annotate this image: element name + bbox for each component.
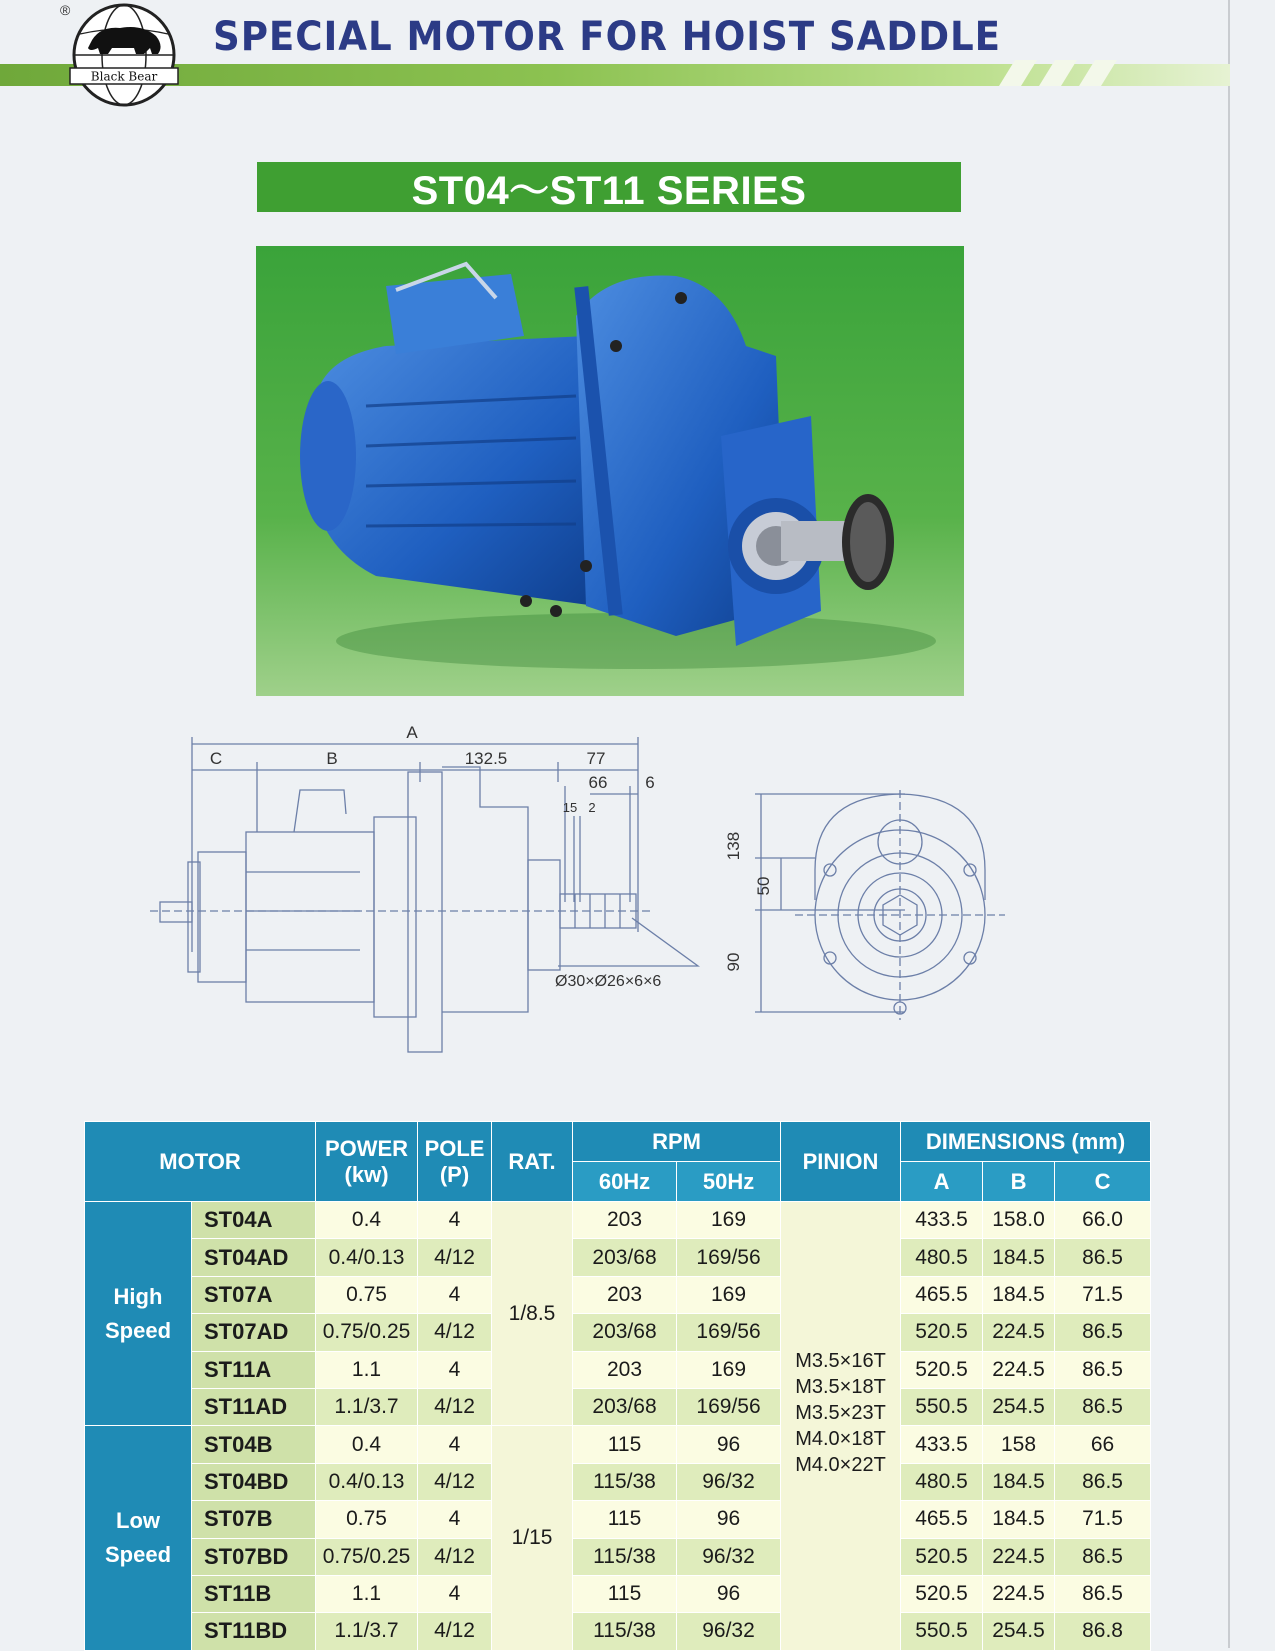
- power-cell: 0.75/0.25: [316, 1538, 418, 1575]
- dim-c-cell: 86.5: [1055, 1239, 1151, 1276]
- pole-cell: 4/12: [418, 1538, 492, 1575]
- rpm60-cell: 203/68: [573, 1314, 677, 1351]
- dim-b-cell: 184.5: [983, 1501, 1055, 1538]
- col-header-dim-b: B: [983, 1162, 1055, 1202]
- series-banner: ST04～ST11 SERIES: [257, 162, 961, 212]
- col-header-dimensions: DIMENSIONS (mm): [901, 1122, 1151, 1162]
- table-body: [85, 1202, 1151, 1651]
- rpm60-cell: 115/38: [573, 1613, 677, 1650]
- dim-b-cell: 184.5: [983, 1276, 1055, 1313]
- dim-c-cell: 66.0: [1055, 1202, 1151, 1239]
- dim-label-c: C: [209, 749, 223, 768]
- power-cell: 0.4: [316, 1202, 418, 1239]
- power-cell: 0.75/0.25: [316, 1314, 418, 1351]
- page-edge-rule: [1228, 0, 1230, 1648]
- dim-b-cell: 224.5: [983, 1351, 1055, 1388]
- pole-cell: 4: [418, 1426, 492, 1463]
- dim-label-50: 50: [754, 876, 773, 896]
- high-ratio-cell: 1/8.5: [492, 1202, 573, 1426]
- dim-c-cell: 86.5: [1055, 1388, 1151, 1425]
- model-cell: ST07AD: [192, 1314, 316, 1351]
- model-cell: ST07BD: [192, 1538, 316, 1575]
- dim-a-cell: 433.5: [901, 1426, 983, 1463]
- model-cell: ST04BD: [192, 1463, 316, 1500]
- low-speed-group-label: Low Speed: [85, 1426, 192, 1650]
- table-row: [85, 1314, 1151, 1351]
- dim-b-cell: 254.5: [983, 1388, 1055, 1425]
- dim-b-cell: 224.5: [983, 1314, 1055, 1351]
- table-row: [85, 1239, 1151, 1276]
- col-header-rpm: RPM: [573, 1122, 781, 1162]
- rpm60-cell: 115: [573, 1426, 677, 1463]
- power-cell: 1.1: [316, 1575, 418, 1612]
- col-header-pinion: PINION: [781, 1122, 901, 1202]
- col-header-dim-a: A: [901, 1162, 983, 1202]
- dim-c-cell: 86.5: [1055, 1463, 1151, 1500]
- rpm50-cell: 169/56: [677, 1239, 781, 1276]
- rpm50-cell: 96: [677, 1575, 781, 1612]
- pinion-value: M3.5×16T: [795, 1349, 886, 1372]
- black-bear-logo: [68, 2, 180, 108]
- dim-a-cell: 550.5: [901, 1388, 983, 1425]
- rpm60-cell: 115/38: [573, 1463, 677, 1500]
- model-cell: ST04A: [192, 1202, 316, 1239]
- table-row: [85, 1351, 1151, 1388]
- rpm50-cell: 96/32: [677, 1538, 781, 1575]
- registered-mark: ®: [60, 2, 71, 18]
- rpm60-cell: 203: [573, 1351, 677, 1388]
- shaft-spec-label: Ø30×Ø26×6×6: [555, 973, 662, 990]
- dim-label-90: 90: [724, 952, 743, 972]
- model-cell: ST07A: [192, 1276, 316, 1313]
- col-header-ratio: RAT.: [492, 1122, 573, 1202]
- table-row: [85, 1276, 1151, 1313]
- pole-cell: 4: [418, 1276, 492, 1313]
- front-view-drawing: [724, 790, 1055, 1060]
- rpm60-cell: 203/68: [573, 1239, 677, 1276]
- rpm60-cell: 203: [573, 1202, 677, 1239]
- pole-cell: 4/12: [418, 1314, 492, 1351]
- pole-cell: 4: [418, 1575, 492, 1612]
- table-row: [85, 1613, 1151, 1650]
- dim-label-6: 6: [645, 773, 655, 792]
- model-cell: ST04AD: [192, 1239, 316, 1276]
- power-cell: 0.4/0.13: [316, 1463, 418, 1500]
- table-row: [85, 1202, 1151, 1239]
- pinion-value: M3.5×18T: [795, 1375, 886, 1398]
- side-view-drawing: [150, 722, 730, 1082]
- table-row: [85, 1426, 1151, 1463]
- dim-a-cell: 520.5: [901, 1351, 983, 1388]
- dim-label-138: 138: [724, 831, 743, 861]
- power-cell: 0.75: [316, 1276, 418, 1313]
- col-header-motor: MOTOR: [85, 1122, 316, 1202]
- pole-cell: 4/12: [418, 1463, 492, 1500]
- dim-label-132-5: 132.5: [464, 749, 508, 768]
- high-speed-group-label: High Speed: [85, 1202, 192, 1426]
- power-cell: 1.1/3.7: [316, 1613, 418, 1650]
- rpm60-cell: 115/38: [573, 1538, 677, 1575]
- dim-a-cell: 520.5: [901, 1575, 983, 1612]
- rpm60-cell: 115: [573, 1575, 677, 1612]
- dim-label-a: A: [406, 723, 418, 742]
- rpm50-cell: 169/56: [677, 1388, 781, 1425]
- rpm60-cell: 203/68: [573, 1388, 677, 1425]
- pinion-value: M4.0×18T: [795, 1427, 886, 1450]
- pole-cell: 4: [418, 1351, 492, 1388]
- rpm50-cell: 169/56: [677, 1314, 781, 1351]
- dim-a-cell: 433.5: [901, 1202, 983, 1239]
- power-cell: 1.1/3.7: [316, 1388, 418, 1425]
- col-header-50hz: 50Hz: [677, 1162, 781, 1202]
- dim-c-cell: 71.5: [1055, 1276, 1151, 1313]
- rpm50-cell: 169: [677, 1276, 781, 1313]
- dim-b-cell: 224.5: [983, 1538, 1055, 1575]
- dim-b-cell: 158: [983, 1426, 1055, 1463]
- col-header-power: POWER (kw): [316, 1122, 418, 1202]
- dim-b-cell: 224.5: [983, 1575, 1055, 1612]
- dim-a-cell: 465.5: [901, 1276, 983, 1313]
- model-cell: ST11BD: [192, 1613, 316, 1650]
- page-title: SPECIAL MOTOR FOR HOIST SADDLE: [213, 14, 1002, 60]
- product-photo: [256, 246, 964, 696]
- dim-b-cell: 184.5: [983, 1463, 1055, 1500]
- low-ratio-cell: 1/15: [492, 1426, 573, 1650]
- dim-c-cell: 86.5: [1055, 1351, 1151, 1388]
- rpm60-cell: 203: [573, 1276, 677, 1313]
- dim-label-15: 15: [562, 800, 578, 815]
- table-row: [85, 1388, 1151, 1425]
- dim-label-77: 77: [586, 749, 606, 768]
- power-cell: 0.4/0.13: [316, 1239, 418, 1276]
- model-cell: ST11A: [192, 1351, 316, 1388]
- rpm50-cell: 96/32: [677, 1613, 781, 1650]
- rpm50-cell: 96: [677, 1501, 781, 1538]
- dim-a-cell: 550.5: [901, 1613, 983, 1650]
- dim-c-cell: 86.8: [1055, 1613, 1151, 1650]
- col-header-dim-c: C: [1055, 1162, 1151, 1202]
- dim-c-cell: 86.5: [1055, 1314, 1151, 1351]
- pinion-value: M4.0×22T: [795, 1453, 886, 1476]
- spec-table: [84, 1121, 1151, 1651]
- dim-b-cell: 184.5: [983, 1239, 1055, 1276]
- table-row: [85, 1501, 1151, 1538]
- header-row-1: [85, 1122, 1151, 1162]
- pole-cell: 4/12: [418, 1239, 492, 1276]
- power-cell: 0.4: [316, 1426, 418, 1463]
- power-cell: 0.75: [316, 1501, 418, 1538]
- dim-a-cell: 520.5: [901, 1314, 983, 1351]
- model-cell: ST11AD: [192, 1388, 316, 1425]
- model-cell: ST04B: [192, 1426, 316, 1463]
- pole-cell: 4: [418, 1202, 492, 1239]
- dim-c-cell: 86.5: [1055, 1538, 1151, 1575]
- dim-label-b: B: [326, 749, 338, 768]
- pole-cell: 4/12: [418, 1613, 492, 1650]
- dim-a-cell: 480.5: [901, 1463, 983, 1500]
- dim-b-cell: 158.0: [983, 1202, 1055, 1239]
- table-row: [85, 1575, 1151, 1612]
- power-cell: 1.1: [316, 1351, 418, 1388]
- col-header-60hz: 60Hz: [573, 1162, 677, 1202]
- dim-c-cell: 86.5: [1055, 1575, 1151, 1612]
- model-cell: ST07B: [192, 1501, 316, 1538]
- table-row: [85, 1463, 1151, 1500]
- dim-a-cell: 480.5: [901, 1239, 983, 1276]
- header-stripes-decoration: [985, 60, 1135, 86]
- rpm50-cell: 96: [677, 1426, 781, 1463]
- rpm50-cell: 169: [677, 1351, 781, 1388]
- rpm60-cell: 115: [573, 1501, 677, 1538]
- dim-label-66: 66: [588, 773, 608, 792]
- rpm50-cell: 96/32: [677, 1463, 781, 1500]
- pinion-cell: [781, 1202, 901, 1651]
- dim-b-cell: 254.5: [983, 1613, 1055, 1650]
- pole-cell: 4: [418, 1501, 492, 1538]
- dim-a-cell: 465.5: [901, 1501, 983, 1538]
- pinion-value: M3.5×23T: [795, 1401, 886, 1424]
- svg-text:Black Bear: Black Bear: [90, 69, 158, 84]
- dim-c-cell: 66: [1055, 1426, 1151, 1463]
- dim-label-2: 2: [588, 800, 596, 815]
- dim-c-cell: 71.5: [1055, 1501, 1151, 1538]
- table-row: [85, 1538, 1151, 1575]
- model-cell: ST11B: [192, 1575, 316, 1612]
- dim-a-cell: 520.5: [901, 1538, 983, 1575]
- rpm50-cell: 169: [677, 1202, 781, 1239]
- col-header-pole: POLE (P): [418, 1122, 492, 1202]
- pole-cell: 4/12: [418, 1388, 492, 1425]
